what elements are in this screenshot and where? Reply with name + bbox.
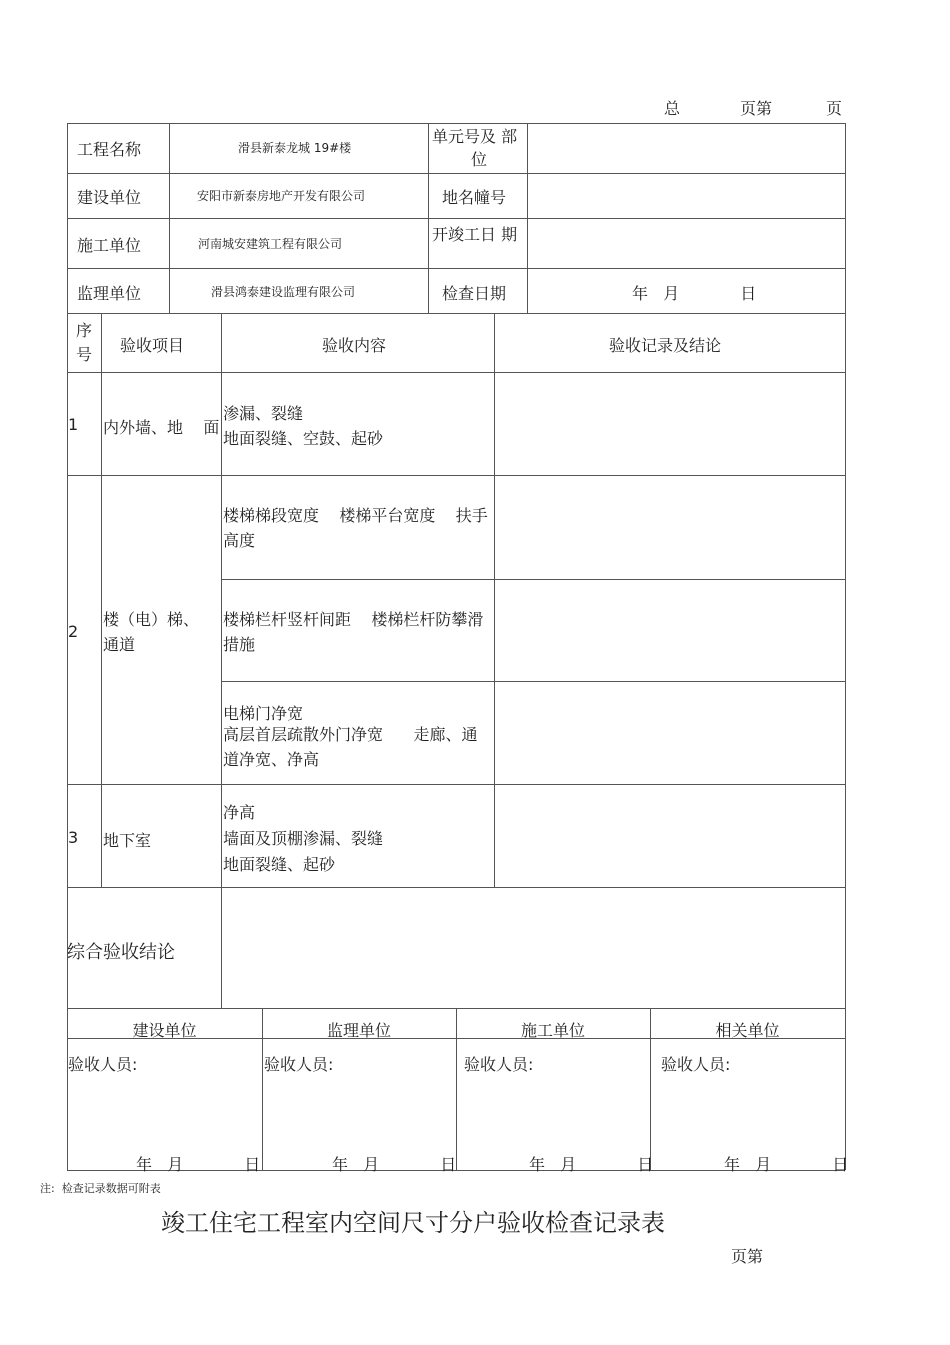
project-name-value: 滑县新泰龙城 19#楼 (238, 141, 352, 155)
builder-label: 建设单位 (77, 188, 142, 207)
footer-page-label: 页第 (731, 1247, 764, 1266)
dates-label: 开竣工日 期 (432, 225, 518, 244)
row-3-seq: 3 (68, 828, 79, 847)
col-record: 验收记录及结论 (609, 336, 722, 355)
row-3-content-2: 墙面及顶棚渗漏、裂缝 (223, 829, 384, 848)
row-3-content-1: 净高 (223, 803, 256, 822)
row-3-item: 地下室 (103, 831, 152, 850)
builder-value: 安阳市新泰房地产开发有限公司 (197, 189, 366, 203)
page-label: 页 (826, 99, 843, 118)
col-seq-1: 序 (76, 321, 93, 340)
page-total-label: 总 (664, 99, 681, 118)
sig-4-date: 年 月 日 (724, 1155, 849, 1174)
col-seq-2: 号 (76, 345, 93, 364)
row-1-content-2: 地面裂缝、空鼓、起砂 (223, 429, 384, 448)
page-of-label: 页第 (740, 99, 773, 118)
conclusion-label: 综合验收结论 (67, 942, 175, 963)
sig-2-date: 年 月 日 (332, 1155, 457, 1174)
row-2-sub-2-content: 楼梯栏杆竖杆间距 楼梯栏杆防攀滑措施 (223, 610, 484, 654)
row-2-sub-3-content-1: 电梯门净宽 (223, 704, 304, 723)
row-2-sub-3-content-2: 高层首层疏散外门净宽 走廊、通道净宽、净高 (223, 725, 478, 769)
sig-4-people: 验收人员: (661, 1055, 731, 1074)
sig-1-unit: 建设单位 (132, 1021, 197, 1040)
col-item: 验收项目 (120, 336, 185, 355)
row-1-content-1: 渗漏、裂缝 (223, 404, 304, 423)
row-2-item: 楼（电）梯、 通道 (103, 610, 210, 654)
document-title: 竣工住宅工程室内空间尺寸分户验收检查记录表 (161, 1209, 665, 1237)
address-label: 地名幢号 (442, 188, 507, 207)
check-date-label: 检查日期 (442, 284, 507, 303)
row-3-content-3: 地面裂缝、起砂 (223, 855, 336, 874)
col-content: 验收内容 (322, 336, 387, 355)
unit-no-label-line2: 位 (471, 150, 488, 169)
sig-1-date: 年 月 日 (136, 1155, 261, 1174)
check-date-value: 年 月 日 (632, 284, 757, 303)
sig-1-people: 验收人员: (68, 1055, 138, 1074)
constructor-label: 施工单位 (77, 236, 142, 255)
unit-no-label-line1: 单元号及 部 (432, 127, 518, 146)
row-1-item: 内外墙、地 面 (103, 418, 220, 437)
sig-2-people: 验收人员: (264, 1055, 334, 1074)
sig-2-unit: 监理单位 (326, 1021, 391, 1040)
footnote: 注: 检查记录数据可附表 (40, 1182, 161, 1195)
row-2-seq: 2 (68, 622, 79, 641)
row-1-seq: 1 (68, 415, 79, 434)
sig-4-unit: 相关单位 (715, 1021, 780, 1040)
row-2-sub-1-content: 楼梯梯段宽度 楼梯平台宽度 扶手高度 (223, 506, 488, 550)
supervisor-label: 监理单位 (77, 284, 142, 303)
sig-3-people: 验收人员: (464, 1055, 534, 1074)
supervisor-value: 滑县鸿泰建设监理有限公司 (211, 285, 356, 299)
constructor-value: 河南城安建筑工程有限公司 (198, 237, 343, 251)
project-name-label: 工程名称 (77, 140, 142, 159)
sig-3-date: 年 月 日 (529, 1155, 654, 1174)
sig-3-unit: 施工单位 (520, 1021, 585, 1040)
